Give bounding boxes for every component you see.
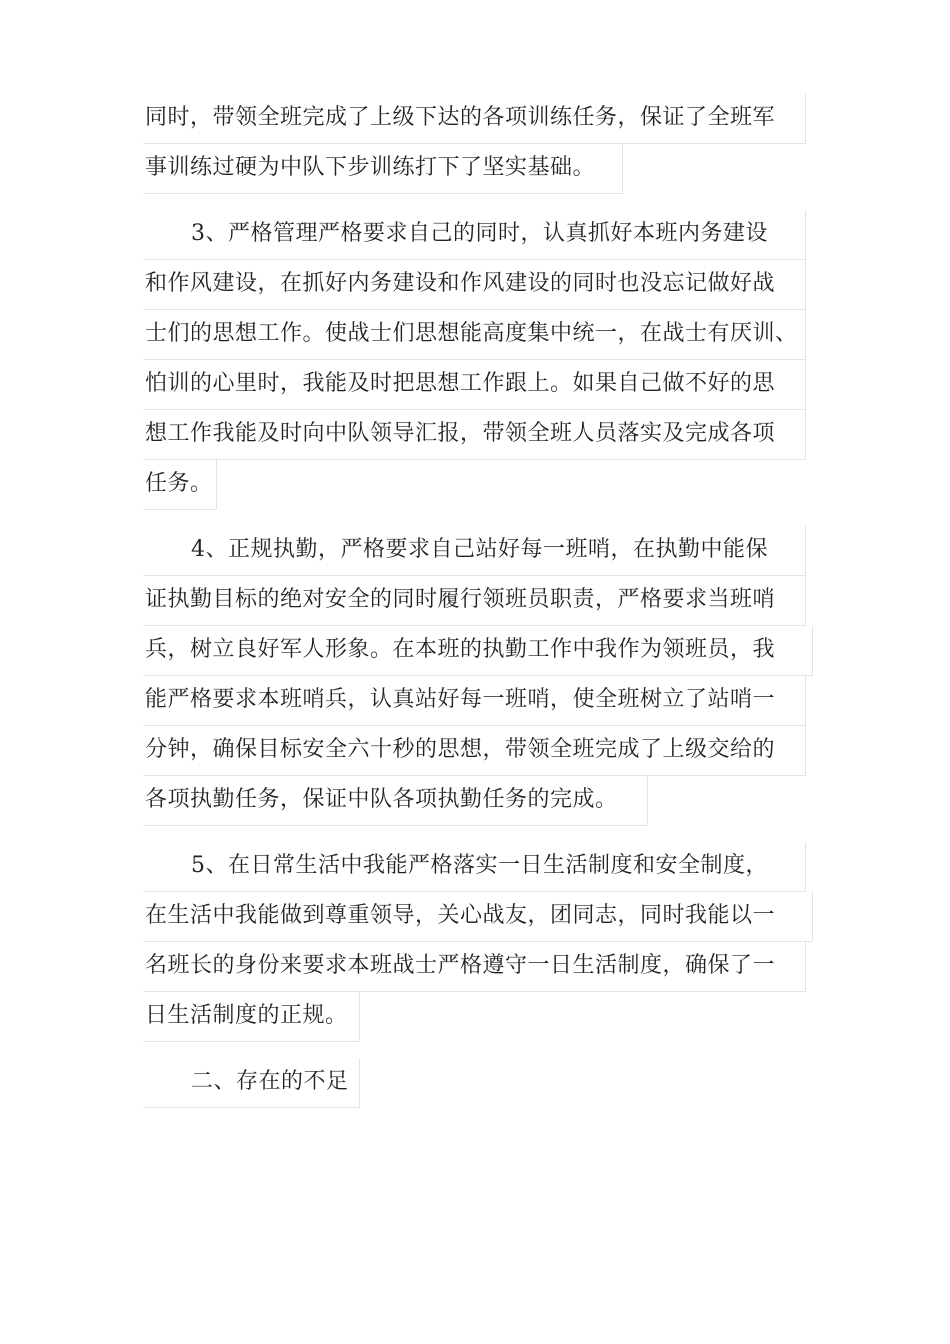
text-line: 在生活中我能做到尊重领导，关心战友，团同志，同时我能以一 — [143, 892, 813, 942]
text-line: 5、在日常生活中我能严格落实一日生活制度和安全制度， — [143, 842, 806, 892]
text-line: 和作风建设，在抓好内务建设和作风建设的同时也没忘记做好战 — [143, 260, 806, 310]
text-line: 兵，树立良好军人形象。在本班的执勤工作中我作为领班员，我 — [143, 626, 813, 676]
paragraph-training-summary — [143, 94, 823, 194]
paragraph-item-5-daily-life — [143, 842, 823, 1042]
text-line: 名班长的身份来要求本班战士严格遵守一日生活制度，确保了一 — [143, 942, 806, 992]
section-heading: 二、存在的不足 — [143, 1058, 360, 1108]
paragraph-item-4-duty — [143, 526, 823, 826]
text-line: 证执勤目标的绝对安全的同时履行领班员职责，严格要求当班哨 — [143, 576, 806, 626]
text-line: 事训练过硬为中队下步训练打下了坚实基础。 — [143, 144, 623, 194]
text-line: 同时，带领全班完成了上级下达的各项训练任务，保证了全班军 — [143, 94, 806, 144]
text-line: 日生活制度的正规。 — [143, 992, 360, 1042]
text-line: 想工作我能及时向中队领导汇报，带领全班人员落实及完成各项 — [143, 410, 806, 460]
text-line: 怕训的心里时，我能及时把思想工作跟上。如果自己做不好的思 — [143, 360, 806, 410]
text-line: 士们的思想工作。使战士们思想能高度集中统一，在战士有厌训、 — [143, 310, 806, 360]
text-line: 能严格要求本班哨兵，认真站好每一班哨，使全班树立了站哨一 — [143, 676, 806, 726]
paragraph-item-3-management — [143, 210, 823, 510]
text-line: 分钟，确保目标安全六十秒的思想，带领全班完成了上级交给的 — [143, 726, 806, 776]
text-line: 任务。 — [143, 460, 217, 510]
text-line: 各项执勤任务，保证中队各项执勤任务的完成。 — [143, 776, 648, 826]
text-line: 4、正规执勤，严格要求自己站好每一班哨，在执勤中能保 — [143, 526, 806, 576]
text-line: 3、严格管理严格要求自己的同时，认真抓好本班内务建设 — [143, 210, 806, 260]
section-heading-shortcomings — [143, 1058, 823, 1108]
